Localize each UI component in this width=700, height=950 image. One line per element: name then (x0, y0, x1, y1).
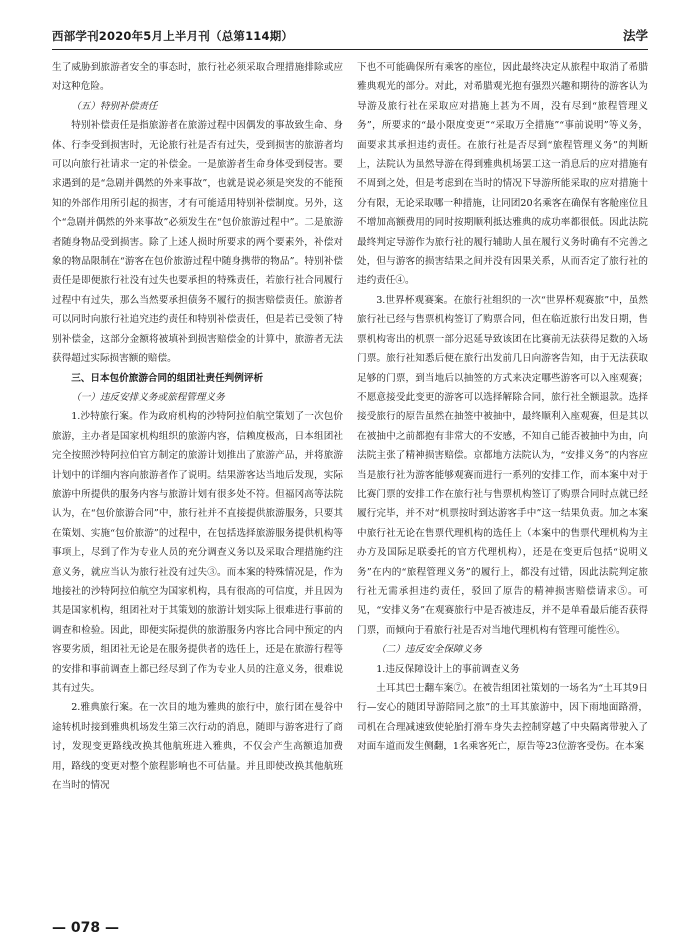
subsection-heading: （二）违反安全保障义务 (376, 644, 482, 656)
paragraph: 特别补偿责任是指旅游者在旅游过程中因偶发的事故致生命、身体、行李受到损害时，无论旅行社是否有过失，受到损害的旅游者均可以向旅行社请求一定的补偿金。一是旅游者生命身体受到侵害。要求遇到的是“急剧并偶然的外来事故”，也就是说必须是突发的不能预知的外部作用所引起的损害，才有可能适用特别补偿制度。另外，这个“急剧并偶然的外来事故”必须发生在“包价旅游过程中”。二是旅游者随身物品受到损害。除了上述人损时所要求的两个要素外，补偿对象的物品限制在“游客在包价旅游过程中随身携带的物品”。特别补偿责任是即便旅行社没有过失也要承担的特殊责任，若旅行社合同履行过程中有过失，那么当然要承担债务不履行的损害赔偿责任。旅游者可以同时向旅行社追究违约责任和特别补偿责任，但是若已受领了特别补偿金，这部分金额将被填补到损害赔偿金的计算中，旅游者无法获得超过实际损害额的赔偿。 (52, 120, 343, 365)
subsection-heading: （一）违反安排义务或旅程管理义务 (71, 391, 225, 403)
article-body (52, 58, 648, 906)
paragraph: 1.沙特旅行案。作为政府机构的沙特阿拉伯航空策划了一次包价旅游，主办者是国家机构组织的旅游内容，信赖度极高，日本组团社完全按照沙特阿拉伯官方制定的旅游计划推出了旅游产品，并将旅游计划中的详细内容向旅游者作了说明。结果游客达当地后发现，实际旅游中所提供的服务内容与旅游计划有很多处不符。但福冈高等法院认为，在“包价旅游合同”中，旅行社并不直接提供旅游服务，只要其在策划、实施“包价旅游”的过程中，在包括选择旅游服务提供机构等事项上，尽到了作为专业人员的充分调查义务以及采取合理措施约注意义务，就应当认为旅行社没有过失③。而本案的特殊情况是，作为地接社的沙特阿拉伯航空为国家机构，具有很高的可信度，并且因为其是国家机构，组团社对于其策划的旅游计划实际上很难进行事前的调查和检验。因此，即便实际提供的旅游服务内容比合同中预定的内容要劣质，组团社无论是在服务提供者的选任上，还是在旅游行程等的安排和事前调查上都已经尽到了作为专业人员的注意义务，很难说其有过失。 (52, 411, 343, 694)
paragraph: 1.违反保障设计上的事前调查义务 (376, 663, 520, 675)
paragraph: 3.世界杯观赛案。在旅行社组织的一次“世界杯观赛旅”中，虽然旅行社已经与售票机构签订了购票合同，但在临近旅行出发日期，售票机构寄出的机票一部分迟延导致该团在比赛前无法获得足数的入场门票。旅行社知悉后便在旅行出发前几日向游客告知，由于无法获取足够的门票，到当地后以抽签的方式来决定哪些游客可以入座观赛；不愿意接受此变更的游客可以选择解除合同，旅行社全额退款。选择接受旅行的原告虽然在抽签中被抽中，最终顺利入座观赛，但是其以在被抽中之前都抱有非常大的不安感，不知自己能否被抽中为由，向法院主张了精神损害赔偿。京都地方法院认为，“安排义务”的内容应当是旅行社为游客能够观赛而进行一系列的安排工作，而本案中对于比赛门票的安排工作在旅行社与售票机构签订了购票合同时点就已经履行完毕，并不对“机票按时到达游客手中”这一结果负责。加之本案中旅行社无论在售票代理机构的选任上（本案中的售票代理机构为主办方及国际足联委托的官方代理机构），还是在变更后包括“说明义务”在内的“旅程管理义务”的履行上，都没有过错，因此法院判定旅行社无需承担违约责任，驳回了原告的精神损害赔偿请求⑤。可见，“安排义务”在观赛旅行中是否被违反，并不是单看最后能否获得门票，而倾向于看旅行社是否对当地代理机构有管理可能性⑥。 (357, 294, 648, 636)
paragraph: 2.雅典旅行案。在一次目的地为雅典的旅行中，旅行团在曼谷中途转机时接到雅典机场发生第三次行动的消息，随即与游客进行了商讨，发现变更路线改换其他航班进入雅典，不仅会产生高额追加费用，路线的变更对整个旅程影响也不可估量。并且即使改换其他航班在当时的情况 (52, 702, 343, 792)
paragraph: 生了威胁到旅游者安全的事态时，旅行社必须采取合理措施排除或应对这种危险。 (52, 62, 343, 93)
page-number: — 078 — (52, 920, 119, 936)
page-header (52, 26, 648, 50)
subsection-heading: （五）特别补偿责任 (71, 100, 158, 112)
section-heading: 三、日本包价旅游合同的组团社责任判例评析 (71, 372, 264, 384)
section-label: 法学 (622, 28, 648, 43)
paragraph: 土耳其巴士翻车案⑦。在被告组团社策划的一场名为“土耳其9日行—安心的随团导游陪同之旅”的土耳其旅游中，因下雨地面路滑，司机在合理减速致使轮胎打滑车身失去控制穿越了中央隔离带驶入了对面车道而发生侧翻，1名乘客死亡，原告等23位游客受伤。在本案 (357, 683, 648, 753)
header-rule (52, 49, 648, 50)
left-column (52, 58, 343, 906)
journal-title: 西部学刊2020年5月上半月刊（总第114期） (52, 29, 294, 43)
right-column (357, 58, 648, 906)
paragraph: 下也不可能确保所有乘客的座位，因此最终决定从旅程中取消了希腊雅典观光的部分。对此，对希腊观光抱有强烈兴趣和期待的游客认为导游及旅行社在采取应对措施上甚为不周，没有尽到“旅程管理义务”，所要求的“最小限度变更”“采取万全措施”“事前说明”等义务，面要求其承担违约责任。在旅行社是否尽到“旅程管理义务”的判断上，法院认为虽然导游在得到雅典机场罢工这一消息后的应对措施有不周到之处，但是考虑到在当时的情况下导游所能采取的应对措施十分有限，无论采取哪一种措施，让同团20名乘客在确保有客舱座位且不增加高额费用的同时按期顺利抵达雅典的成功率都很低。因此法院最终判定导游作为旅行社的履行辅助人虽在履行义务时确有不完善之处，但与游客的损害结果之间并没有因果关系，从而否定了旅行社的违约责任④。 (357, 62, 648, 287)
